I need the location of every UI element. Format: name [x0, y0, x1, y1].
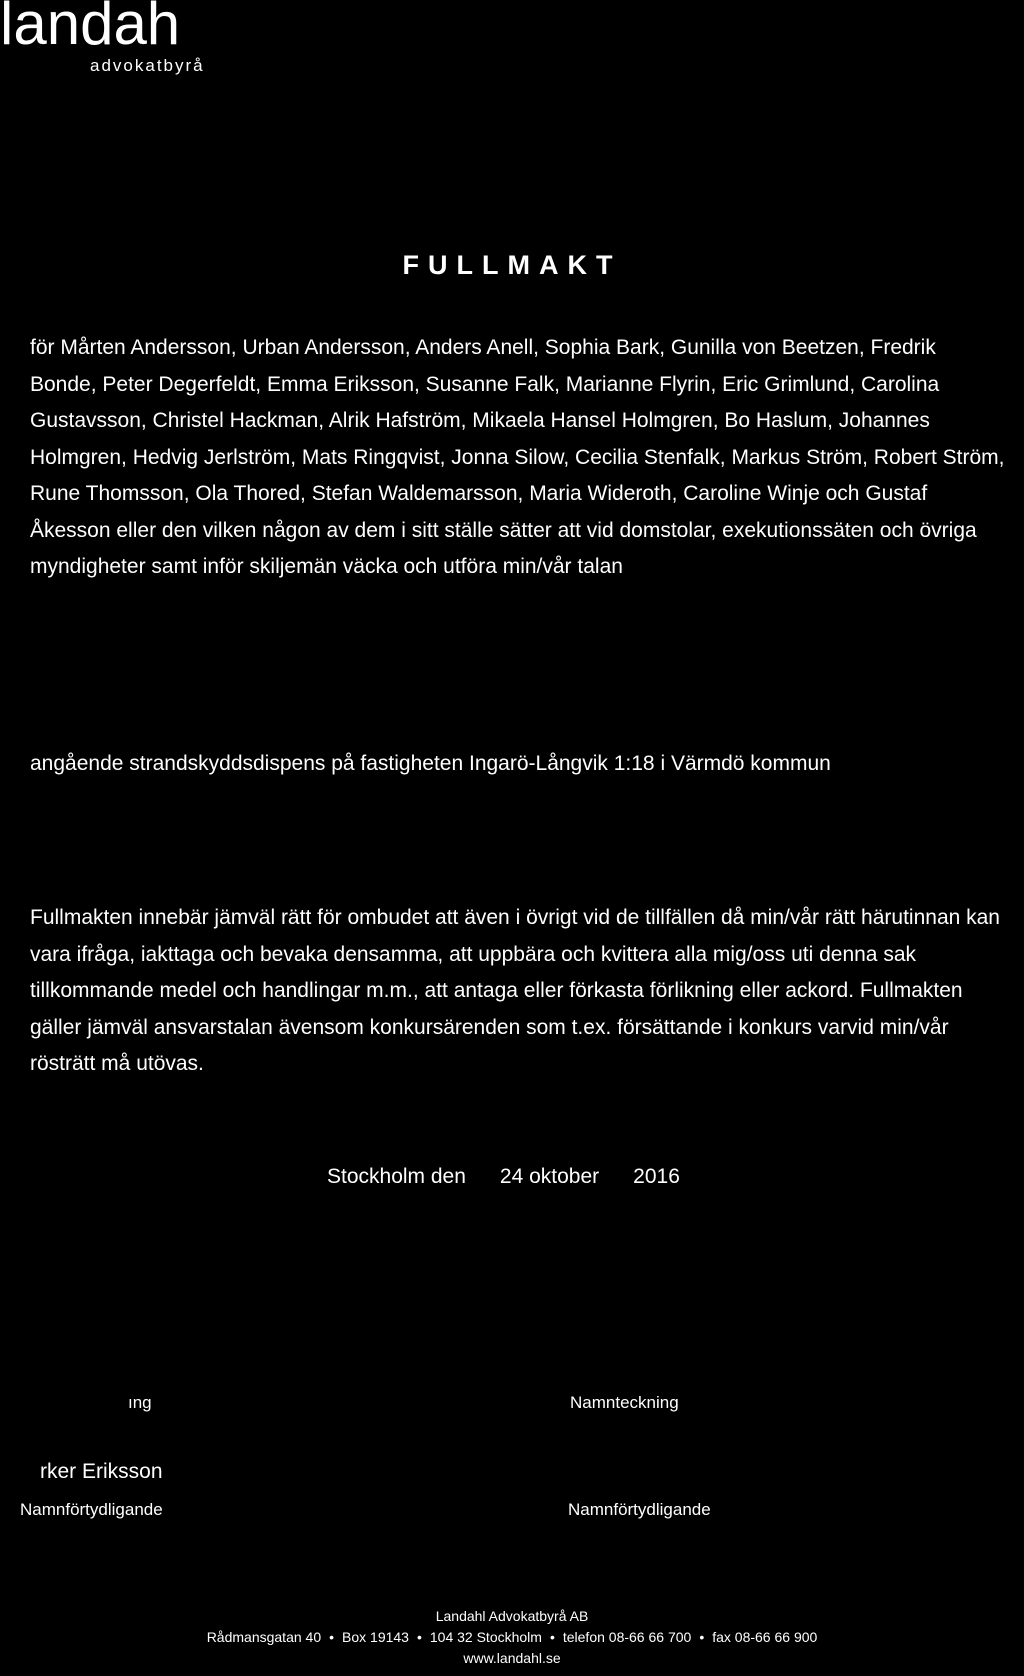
- right-name-label: Namnförtydligande: [568, 1500, 711, 1519]
- matter-paragraph: angående strandskyddsdispens på fastigheten Ingarö-Långvik 1:18 i Värmdö kommun: [30, 752, 831, 775]
- date-year: 2016: [633, 1165, 680, 1188]
- logo-wordmark: landah: [0, 0, 181, 57]
- proxy-paragraph: för Mårten Andersson, Urban Andersson, Anders Anell, Sophia Bark, Gunilla von Beetzen, Fredrik Bonde, Peter Degerfeldt, Emma Eriksson, Susanne Falk, Marianne Flyrin, Eric Grimlund, Carolina Gustavsson, Christel Hackman, Alrik Hafström, Mikaela Hansel Holmgren, Bo Haslum, Johannes Holmgren, Hedvig Jerlström, Mats Ringqvist, Jonna Silow, Cecilia Stenfalk, Markus Ström, Robert Ström, Rune Thomsson, Ola Thored, Stefan Waldemarsson, Maria Wideroth, Caroline Winje och Gustaf Åkesson eller den vilken någon av dem i sitt ställe sätter att vid domstolar, exekutionssäten och övriga myndigheter samt inför skiljemän väcka och utföra min/vår talan: [30, 336, 1005, 578]
- footer-fax: fax 08-66 66 900: [712, 1629, 818, 1645]
- footer-separator: •: [416, 1629, 422, 1645]
- footer-contact-line: [0, 1627, 1024, 1648]
- left-name-label: Namnförtydligande: [20, 1500, 163, 1519]
- footer-separator: •: [699, 1629, 705, 1645]
- left-printed-name: rker Eriksson: [40, 1460, 163, 1483]
- date-day-month: 24 oktober: [499, 1165, 600, 1188]
- document-title: FULLMAKT: [402, 250, 622, 280]
- footer-phone: telefon 08-66 66 700: [562, 1629, 692, 1645]
- footer-website: www.landahl.se: [463, 1650, 561, 1666]
- right-signature-label: Namnteckning: [570, 1393, 679, 1412]
- footer-separator: •: [549, 1629, 555, 1645]
- left-signature-label: ıng: [128, 1393, 152, 1412]
- scope-paragraph: Fullmakten innebär jämväl rätt för ombudet att även i övrigt vid de tillfällen då min/vår rätt härutinnan kan vara ifråga, iakttaga och bevaka densamma, att uppbära och kvittera alla mig/oss uti denna sak tillkommande medel och handlingar m.m., att antaga eller förkasta förlikning eller ackord. Fullmakten gäller jämväl ansvarstalan ävensom konkursärenden som t.ex. försättande i konkurs varvid min/vår rösträtt må utövas.: [30, 906, 1000, 1075]
- date-line: [327, 1165, 680, 1189]
- date-place: Stockholm den: [327, 1165, 466, 1188]
- footer-box: Box 19143: [342, 1629, 409, 1645]
- footer-postal: 104 32 Stockholm: [429, 1629, 542, 1645]
- footer-separator: •: [329, 1629, 335, 1645]
- footer-address: Rådmansgatan 40: [206, 1629, 322, 1645]
- logo-tagline: advokatbyrå: [90, 56, 205, 75]
- footer-company: Landahl Advokatbyrå AB: [435, 1608, 589, 1624]
